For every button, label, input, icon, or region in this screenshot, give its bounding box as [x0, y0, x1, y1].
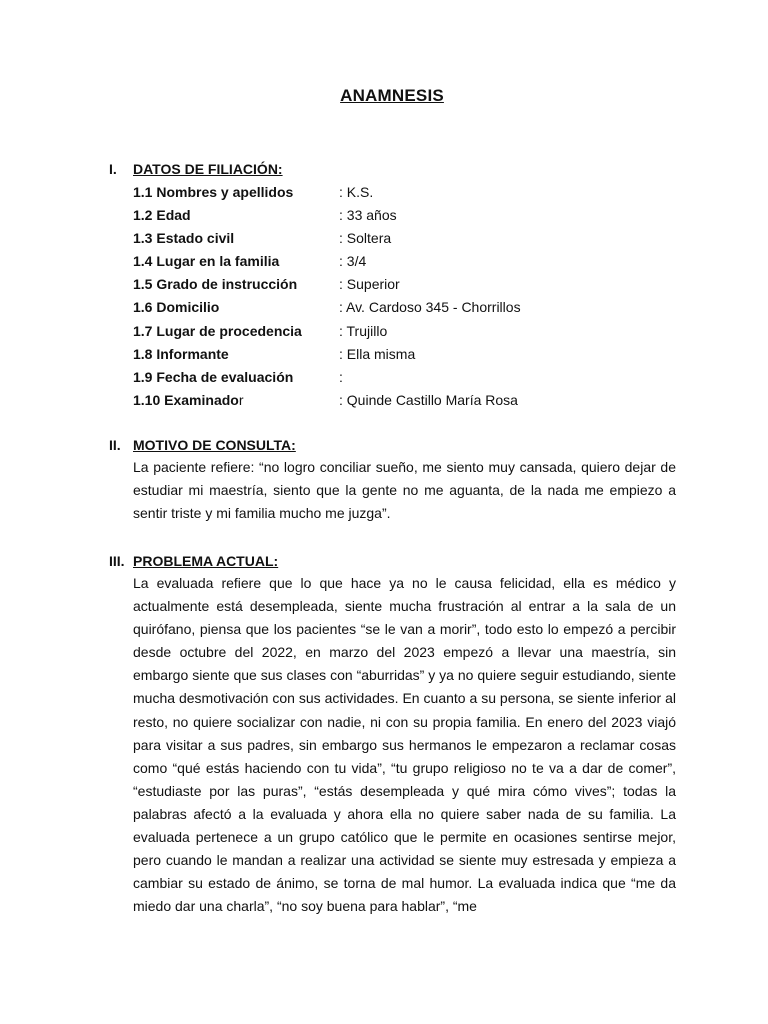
section-number: II. — [109, 437, 121, 453]
field-row — [133, 366, 693, 389]
field-row — [133, 320, 693, 343]
field-label-bold: 1.10 Examinado — [133, 391, 239, 408]
field-label: 1.3 Estado civil — [133, 230, 235, 247]
section-problema-actual-heading — [109, 553, 278, 569]
field-value: : Soltera — [339, 230, 392, 247]
field-label: 1.9 Fecha de evaluación — [133, 368, 294, 385]
field-row — [133, 204, 693, 227]
paragraph: La paciente refiere: “no logro conciliar sueño, me siento muy cansada, quiero dejar de estudiar mi maestría, siento que la gente no me aguanta, de la nada me empiezo a sentir triste y mi familia mucho me juzga”. — [133, 459, 676, 522]
field-value: : Superior — [339, 276, 400, 293]
section-motivo-consulta-heading — [109, 437, 296, 453]
field-value: : 33 años — [339, 207, 397, 224]
field-label: 1.1 Nombres y apellidos — [133, 184, 294, 200]
field-row — [133, 250, 693, 273]
field-value: : Quinde Castillo María Rosa — [339, 391, 518, 408]
field-row — [133, 181, 693, 204]
problema-actual-text — [133, 572, 676, 918]
filiation-fields — [133, 181, 693, 412]
field-label: 1.4 Lugar en la familia — [133, 253, 280, 270]
field-row — [133, 273, 693, 296]
field-value: : Trujillo — [339, 322, 388, 339]
field-value: : — [339, 368, 343, 385]
field-label: 1.6 Domicilio — [133, 299, 220, 316]
paragraph: La evaluada refiere que lo que hace ya no le causa felicidad, ella es médico y actualmente está desempleada, siente mucha frustración al entrar a la sala de un quirófano, piensa que los pacientes “se le van a morir”, todo esto lo empezó a percibir desde octubre del 2022, en marzo del 2023 empezó a llevar una maestría, sin embargo siente que sus clases con “aburridas” y ya no quiere seguir estudiando, siente mucha desmotivación con sus actividades. En cuanto a su persona, se siente inferior al resto, no quiere socializar con nadie, ni con su propia familia. En enero del 2023 viajó para visitar a sus padres, sin embargo sus hermanos le empezaron a reclamar cosas como “qué estás haciendo con tu vida”, “tu grupo religioso no te va a dar de comer”, “estudiaste por las puras”, “estás desempleada y qué mira cómo vives”; todas la palabras afectó a la evaluada y ahora ella no quiere saber nada de su familia. La evaluada pertenece a un grupo católico que le permite en ocasiones sentirse mejor, pero cuando le mandan a realizar una actividad se siente muy estresada y empieza a cambiar su estado de ánimo, se torna de mal humor. La evaluada indica que “me da miedo dar una charla”, “no soy buena para hablar”, “me — [133, 575, 676, 915]
section-title: MOTIVO DE CONSULTA: — [133, 437, 296, 453]
section-title: DATOS DE FILIACIÓN: — [133, 161, 283, 177]
field-label: 1.7 Lugar de procedencia — [133, 322, 302, 339]
document-title: ANAMNESIS — [340, 86, 444, 105]
field-row — [133, 296, 693, 319]
field-row — [133, 227, 693, 250]
field-value: : Ella misma — [339, 345, 416, 362]
field-label: 1.8 Informante — [133, 345, 229, 362]
field-row — [133, 343, 693, 366]
section-number: III. — [109, 553, 125, 569]
section-datos-filiacion-heading — [109, 161, 283, 177]
field-value: : Av. Cardoso 345 - Chorrillos — [339, 299, 521, 316]
motivo-consulta-text — [133, 456, 676, 525]
field-label-rest: r — [238, 391, 244, 408]
section-number: I. — [109, 161, 117, 177]
field-value: : 3/4 — [339, 253, 367, 270]
field-label — [133, 389, 244, 412]
field-value: : K.S. — [339, 184, 374, 200]
field-label: 1.2 Edad — [133, 207, 191, 224]
field-row — [133, 389, 693, 412]
field-label: 1.5 Grado de instrucción — [133, 276, 298, 293]
section-title: PROBLEMA ACTUAL: — [133, 553, 279, 569]
